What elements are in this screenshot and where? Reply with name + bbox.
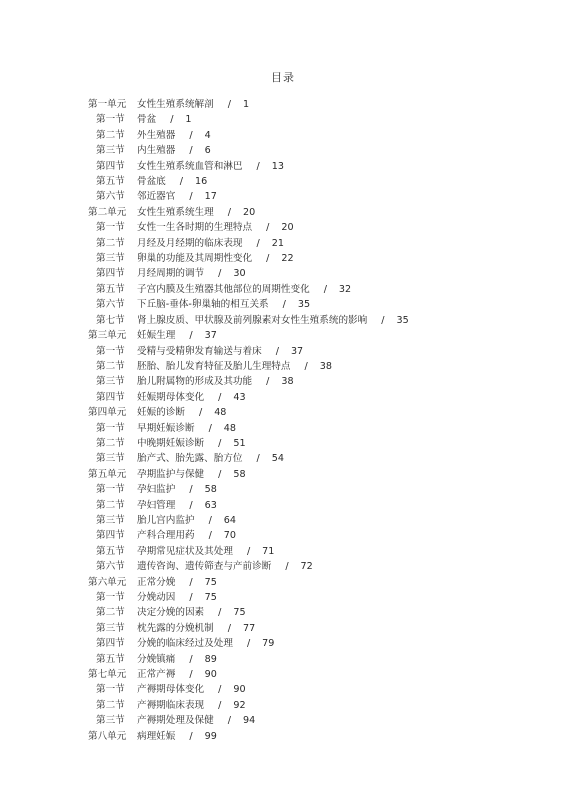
page-separator: / bbox=[208, 530, 212, 542]
page-number: 22 bbox=[281, 253, 294, 265]
entry-line bbox=[137, 282, 351, 297]
toc-section-entry bbox=[0, 297, 566, 312]
entry-number: 第三节 bbox=[96, 514, 125, 526]
page-number: 64 bbox=[223, 514, 237, 526]
page-number: 4 bbox=[204, 129, 211, 141]
toc-section-entry bbox=[0, 128, 566, 143]
entry-line bbox=[137, 513, 236, 528]
page-separator: / bbox=[189, 191, 193, 203]
page-separator: / bbox=[266, 376, 270, 388]
page-number: 51 bbox=[233, 437, 246, 449]
entry-number: 第七单元 bbox=[88, 669, 127, 681]
entry-line bbox=[137, 652, 217, 667]
entry-title: 分娩的临床经过及处理 bbox=[137, 638, 233, 650]
page-separator: / bbox=[256, 453, 260, 465]
toc-section-entry bbox=[0, 174, 566, 189]
page-number: 20 bbox=[242, 206, 256, 218]
entry-number: 第三单元 bbox=[88, 330, 127, 342]
page-number: 21 bbox=[271, 237, 284, 249]
entry-number: 第七节 bbox=[96, 314, 125, 326]
page-separator: / bbox=[256, 160, 260, 172]
page-number: 94 bbox=[242, 715, 256, 727]
entry-number: 第五单元 bbox=[88, 468, 127, 480]
entry-line bbox=[137, 344, 303, 359]
entry-number: 第二节 bbox=[96, 437, 125, 449]
toc-section-entry bbox=[0, 359, 566, 374]
entry-number: 第二节 bbox=[96, 237, 125, 249]
entry-line bbox=[137, 729, 217, 744]
entry-line bbox=[137, 482, 217, 497]
page-number: 90 bbox=[204, 669, 217, 681]
entry-title: 受精与受精卵发育输送与着床 bbox=[137, 345, 262, 357]
page-separator: / bbox=[189, 669, 193, 681]
entry-number: 第三节 bbox=[96, 715, 125, 727]
page-separator: / bbox=[218, 268, 222, 280]
entry-line bbox=[137, 667, 217, 682]
entry-title: 枕先露的分娩机制 bbox=[137, 622, 214, 634]
toc-unit-entry bbox=[0, 405, 566, 420]
page-number: 54 bbox=[271, 453, 284, 465]
page-separator: / bbox=[227, 622, 231, 634]
page-separator: / bbox=[189, 330, 193, 342]
toc-section-entry bbox=[0, 698, 566, 713]
entry-title: 妊娠期母体变化 bbox=[137, 391, 205, 403]
page-separator: / bbox=[227, 206, 231, 218]
entry-number: 第四节 bbox=[96, 160, 125, 172]
toc-section-entry bbox=[0, 236, 566, 251]
toc-section-entry bbox=[0, 451, 566, 466]
entry-title: 决定分娩的因素 bbox=[137, 607, 205, 619]
entry-title: 下丘脑-垂体-卵巢轴的相互关系 bbox=[137, 299, 269, 311]
entry-number: 第二节 bbox=[96, 699, 125, 711]
entry-number: 第六节 bbox=[96, 299, 125, 311]
page-separator: / bbox=[256, 237, 260, 249]
page-separator: / bbox=[227, 99, 231, 110]
entry-title: 肾上腺皮质、甲状腺及前列腺素对女性生殖系统的影响 bbox=[137, 314, 368, 326]
entry-number: 第三节 bbox=[96, 253, 125, 265]
toc-section-entry bbox=[0, 590, 566, 605]
entry-line bbox=[137, 575, 217, 590]
page-separator: / bbox=[218, 684, 222, 696]
entry-title: 遗传咨询、遗传筛查与产前诊断 bbox=[137, 561, 272, 573]
entry-number: 第四单元 bbox=[88, 407, 127, 419]
page-separator: / bbox=[285, 561, 289, 573]
entry-title: 正常分娩 bbox=[137, 576, 176, 588]
entry-title: 早期妊娠诊断 bbox=[137, 422, 195, 434]
page-separator: / bbox=[304, 360, 308, 372]
entry-number: 第四节 bbox=[96, 638, 125, 650]
entry-number: 第三节 bbox=[96, 145, 125, 157]
entry-number: 第六节 bbox=[96, 191, 125, 203]
page-title: 目录 bbox=[271, 71, 295, 84]
entry-number: 第二节 bbox=[96, 499, 125, 511]
entry-title: 分娩镇痛 bbox=[137, 653, 176, 665]
entry-title: 妊娠生理 bbox=[137, 330, 176, 342]
toc-section-entry bbox=[0, 682, 566, 697]
toc-unit-entry bbox=[0, 729, 566, 744]
entry-line bbox=[137, 436, 246, 451]
page-number: 37 bbox=[204, 330, 217, 342]
toc-section-entry bbox=[0, 421, 566, 436]
page-number: 75 bbox=[204, 592, 217, 603]
entry-title: 胎产式、胎先露、胎方位 bbox=[137, 453, 243, 465]
page-number: 58 bbox=[204, 484, 217, 496]
entry-line bbox=[137, 390, 246, 405]
entry-line bbox=[137, 97, 249, 112]
entry-title: 产褥期临床表现 bbox=[137, 699, 205, 711]
toc-unit-entry bbox=[0, 575, 566, 590]
entry-title: 中晚期妊娠诊断 bbox=[137, 437, 205, 449]
entry-line bbox=[137, 636, 274, 651]
entry-number: 第二节 bbox=[96, 607, 125, 619]
entry-title: 月经及月经期的临床表现 bbox=[137, 237, 243, 249]
entry-number: 第四节 bbox=[96, 530, 125, 542]
entry-number: 第一单元 bbox=[88, 99, 127, 110]
entry-line bbox=[137, 205, 255, 220]
entry-number: 第一节 bbox=[96, 592, 125, 603]
entry-title: 孕期监护与保健 bbox=[137, 468, 205, 480]
toc-section-entry bbox=[0, 159, 566, 174]
page-separator: / bbox=[246, 545, 251, 557]
entry-number: 第五节 bbox=[96, 653, 125, 665]
page-number: 92 bbox=[233, 699, 246, 711]
entry-title: 内生殖器 bbox=[137, 145, 176, 157]
page-number: 35 bbox=[297, 299, 311, 311]
page-number: 6 bbox=[204, 145, 211, 157]
entry-line bbox=[137, 451, 284, 466]
page-separator: / bbox=[189, 730, 193, 742]
entry-number: 第六单元 bbox=[88, 576, 127, 588]
entry-number: 第一节 bbox=[96, 345, 125, 357]
page-separator: / bbox=[275, 345, 279, 357]
page-separator: / bbox=[189, 576, 193, 588]
page-number: 38 bbox=[281, 376, 294, 388]
entry-title: 女性生殖系统血管和淋巴 bbox=[137, 160, 243, 172]
entry-number: 第五节 bbox=[96, 176, 125, 188]
toc-section-entry bbox=[0, 559, 566, 574]
page-number: 20 bbox=[281, 222, 294, 234]
page-number: 38 bbox=[319, 360, 332, 372]
page-number: 89 bbox=[204, 653, 217, 665]
entry-line bbox=[137, 112, 192, 127]
entry-line bbox=[137, 421, 236, 436]
entry-title: 产褥期母体变化 bbox=[137, 684, 205, 696]
entry-number: 第一节 bbox=[96, 684, 125, 696]
toc-unit-entry bbox=[0, 667, 566, 682]
entry-title: 邻近器官 bbox=[137, 191, 176, 203]
page-separator: / bbox=[179, 176, 184, 188]
toc-section-entry bbox=[0, 313, 566, 328]
page-number: 99 bbox=[204, 730, 217, 742]
entry-number: 第八单元 bbox=[88, 730, 127, 742]
entry-title: 外生殖器 bbox=[137, 129, 176, 141]
entry-line bbox=[137, 498, 217, 513]
entry-line bbox=[137, 713, 255, 728]
toc-section-entry bbox=[0, 112, 566, 127]
toc-section-entry bbox=[0, 528, 566, 543]
page-number: 72 bbox=[300, 561, 313, 573]
entry-title: 子宫内膜及生殖器其他部位的周期性变化 bbox=[137, 283, 310, 295]
toc-section-entry bbox=[0, 390, 566, 405]
entry-line bbox=[137, 698, 246, 713]
entry-line bbox=[137, 143, 211, 158]
toc-section-entry bbox=[0, 544, 566, 559]
entry-line bbox=[137, 374, 294, 389]
entry-line bbox=[137, 159, 284, 174]
entry-title: 孕妇监护 bbox=[137, 484, 176, 496]
toc-unit-entry bbox=[0, 328, 566, 343]
entry-line bbox=[137, 328, 217, 343]
toc-section-entry bbox=[0, 282, 566, 297]
page-number: 75 bbox=[233, 607, 246, 619]
entry-number: 第三节 bbox=[96, 453, 125, 465]
entry-line bbox=[137, 544, 274, 559]
toc-section-entry bbox=[0, 374, 566, 389]
page-number: 79 bbox=[262, 638, 275, 650]
entry-number: 第六节 bbox=[96, 561, 125, 573]
entry-line bbox=[137, 313, 409, 328]
entry-title: 正常产褥 bbox=[137, 669, 176, 681]
page-separator: / bbox=[218, 437, 222, 449]
toc-unit-entry bbox=[0, 97, 566, 112]
toc-section-entry bbox=[0, 266, 566, 281]
entry-title: 产科合理用药 bbox=[137, 530, 195, 542]
entry-title: 月经周期的调节 bbox=[137, 268, 205, 280]
entry-line bbox=[137, 174, 207, 189]
page-separator: / bbox=[208, 514, 212, 526]
entry-line bbox=[137, 266, 246, 281]
entry-title: 病理妊娠 bbox=[137, 730, 176, 742]
page-number: 13 bbox=[271, 160, 284, 172]
entry-title: 女性一生各时期的生理特点 bbox=[137, 222, 253, 234]
page-number: 35 bbox=[396, 314, 409, 326]
entry-number: 第一节 bbox=[96, 222, 125, 234]
page-separator: / bbox=[218, 468, 222, 480]
page-number: 63 bbox=[204, 499, 217, 511]
toc-section-entry bbox=[0, 713, 566, 728]
page-number: 77 bbox=[242, 622, 256, 634]
entry-line bbox=[137, 559, 313, 574]
entry-line bbox=[137, 405, 226, 420]
entry-number: 第一节 bbox=[96, 484, 125, 496]
page-separator: / bbox=[189, 499, 193, 511]
page-number: 58 bbox=[233, 468, 246, 480]
entry-number: 第三节 bbox=[96, 622, 125, 634]
entry-number: 第一节 bbox=[96, 114, 125, 126]
page-separator: / bbox=[189, 653, 193, 665]
toc-unit-entry bbox=[0, 205, 566, 220]
page-number: 48 bbox=[214, 407, 227, 419]
entry-number: 第二节 bbox=[96, 129, 125, 141]
toc-section-entry bbox=[0, 605, 566, 620]
page-number: 43 bbox=[233, 391, 246, 403]
entry-line bbox=[137, 682, 246, 697]
page-number: 32 bbox=[338, 283, 352, 295]
table-of-contents bbox=[0, 97, 566, 744]
entry-line bbox=[137, 605, 246, 620]
page-number: 1 bbox=[242, 99, 250, 110]
entry-title: 胎儿附属物的形成及其功能 bbox=[137, 376, 253, 388]
entry-number: 第二节 bbox=[96, 360, 125, 372]
entry-number: 第二单元 bbox=[88, 206, 127, 218]
entry-title: 胎儿宫内监护 bbox=[137, 514, 195, 526]
toc-section-entry bbox=[0, 652, 566, 667]
entry-number: 第五节 bbox=[96, 545, 125, 557]
entry-number: 第四节 bbox=[96, 391, 125, 403]
entry-line bbox=[137, 621, 255, 636]
page-number: 37 bbox=[290, 345, 304, 357]
toc-section-entry bbox=[0, 251, 566, 266]
entry-line bbox=[137, 251, 294, 266]
page-number: 90 bbox=[233, 684, 246, 696]
page-number: 70 bbox=[223, 530, 237, 542]
entry-line bbox=[137, 467, 246, 482]
toc-section-entry bbox=[0, 621, 566, 636]
page-number: 1 bbox=[185, 114, 192, 126]
page-separator: / bbox=[266, 253, 270, 265]
entry-title: 分娩动因 bbox=[137, 592, 176, 603]
entry-line bbox=[137, 220, 294, 235]
toc-section-entry bbox=[0, 513, 566, 528]
toc-section-entry bbox=[0, 220, 566, 235]
page-separator: / bbox=[208, 422, 212, 434]
entry-title: 胚胎、胎儿发育特征及胎儿生理特点 bbox=[137, 360, 291, 372]
entry-title: 产褥期处理及保健 bbox=[137, 715, 214, 727]
page-separator: / bbox=[323, 283, 327, 295]
page-separator: / bbox=[189, 129, 193, 141]
page-number: 75 bbox=[204, 576, 217, 588]
entry-number: 第四节 bbox=[96, 268, 125, 280]
page-separator: / bbox=[266, 222, 270, 234]
page-separator: / bbox=[170, 114, 174, 126]
toc-section-entry bbox=[0, 189, 566, 204]
page-separator: / bbox=[246, 638, 251, 650]
page-separator: / bbox=[381, 314, 385, 326]
page-separator: / bbox=[189, 592, 193, 603]
entry-title: 骨盆 bbox=[137, 114, 157, 126]
page-number: 48 bbox=[223, 422, 237, 434]
page-separator: / bbox=[218, 699, 222, 711]
entry-title: 妊娠的诊断 bbox=[137, 407, 185, 419]
toc-section-entry bbox=[0, 636, 566, 651]
entry-line bbox=[137, 236, 284, 251]
entry-title: 骨盆底 bbox=[137, 176, 166, 188]
entry-title: 孕妇管理 bbox=[137, 499, 176, 511]
page-separator: / bbox=[282, 299, 286, 311]
page-separator: / bbox=[218, 607, 222, 619]
entry-line bbox=[137, 189, 217, 204]
toc-section-entry bbox=[0, 143, 566, 158]
toc-section-entry bbox=[0, 436, 566, 451]
entry-number: 第五节 bbox=[96, 283, 125, 295]
toc-section-entry bbox=[0, 344, 566, 359]
page-separator: / bbox=[227, 715, 231, 727]
entry-line bbox=[137, 528, 236, 543]
entry-number: 第三节 bbox=[96, 376, 125, 388]
page-separator: / bbox=[189, 484, 193, 496]
page-number: 17 bbox=[204, 191, 217, 203]
entry-title: 孕期常见症状及其处理 bbox=[137, 545, 233, 557]
page-separator: / bbox=[218, 391, 222, 403]
page-number: 16 bbox=[195, 176, 208, 188]
entry-line bbox=[137, 590, 217, 605]
entry-number: 第一节 bbox=[96, 422, 125, 434]
entry-line bbox=[137, 297, 310, 312]
page-separator: / bbox=[189, 145, 193, 157]
page-separator: / bbox=[198, 407, 203, 419]
entry-line bbox=[137, 359, 332, 374]
page-number: 30 bbox=[233, 268, 246, 280]
entry-title: 女性生殖系统生理 bbox=[137, 206, 214, 218]
toc-unit-entry bbox=[0, 467, 566, 482]
entry-title: 女性生殖系统解剖 bbox=[137, 99, 214, 110]
page-number: 71 bbox=[262, 545, 275, 557]
toc-section-entry bbox=[0, 498, 566, 513]
toc-section-entry bbox=[0, 482, 566, 497]
entry-title: 卵巢的功能及其周期性变化 bbox=[137, 253, 253, 265]
entry-line bbox=[137, 128, 211, 143]
